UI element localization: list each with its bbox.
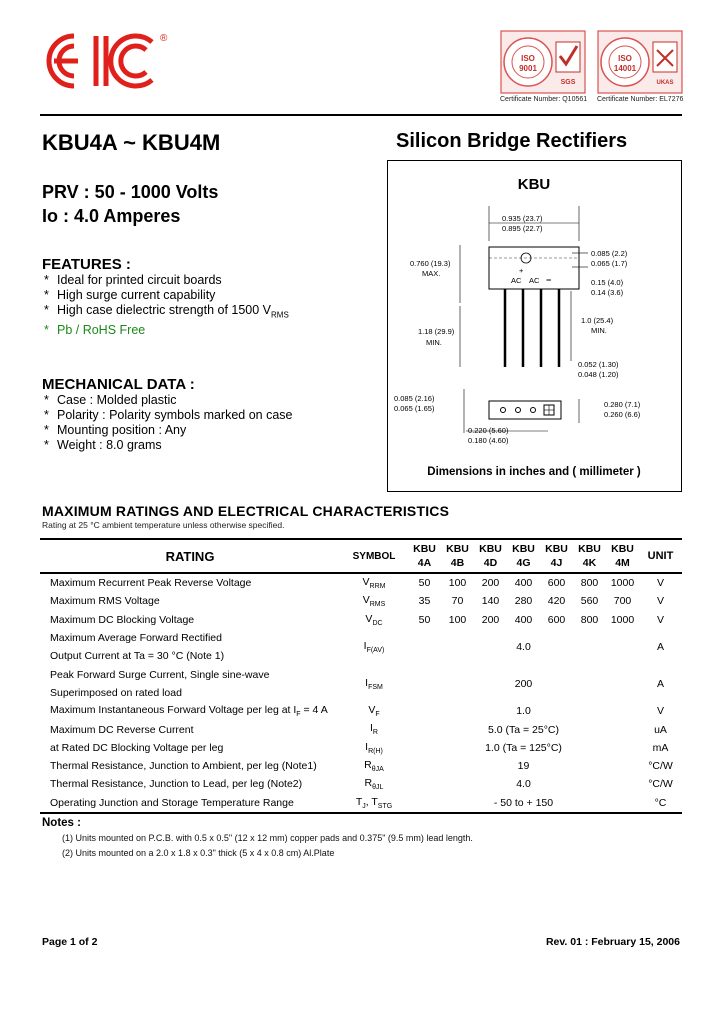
dim-q2: 0.180 (4.60) — [468, 436, 509, 445]
dim-t2: 0.065 (1.7) — [591, 259, 628, 268]
col-symbol: SYMBOL — [340, 539, 408, 573]
eic-logo — [44, 28, 174, 94]
dim-r2: 0.260 (6.6) — [604, 410, 641, 419]
dim-b1: 1.18 (29.9) — [418, 327, 455, 336]
dim-q1: 0.220 (5.60) — [468, 426, 509, 435]
table-row: Peak Forward Surge Current, Single sine-wave $I_{FSM}$ 200 A — [50, 668, 664, 691]
table-row: Maximum RMS Voltage $V_{RMS}$ 35 70 140 280 420 560 700 V — [50, 594, 664, 609]
table-row: Maximum Average Forward Rectified $I_{F(AV)}$ 4.0 A — [50, 632, 664, 655]
dim-w1: 0.935 (23.7) — [502, 214, 543, 223]
col-unit: UNIT — [639, 539, 682, 573]
list-item: * Mounting position : Any — [44, 423, 187, 437]
iso9001-badge — [500, 30, 586, 94]
pin-ac2: AC — [529, 276, 540, 285]
svg-text:ISO: ISO — [618, 54, 632, 63]
table-row: Maximum DC Reverse Current $I_R$ 5.0 (Ta = 25°C) uA — [50, 722, 667, 737]
pin-plus: + — [519, 266, 524, 275]
col-device: KBU 4K — [573, 539, 606, 573]
prv-spec: PRV : 50 - 1000 Volts — [42, 182, 219, 202]
dim-p1: 0.052 (1.30) — [578, 360, 619, 369]
dimensions-caption: Dimensions in inches and ( millimeter ) — [427, 466, 641, 478]
dim-t1: 0.085 (2.2) — [591, 249, 628, 258]
mechanical-list — [44, 393, 293, 453]
col-device: KBU 4M — [606, 539, 639, 573]
table-row: Maximum DC Blocking Voltage $V_{DC}$ 50 100 200 400 600 800 1000 V — [50, 612, 664, 627]
dim-h1: 0.760 (19.3) — [410, 259, 451, 268]
pin-ac1: AC — [511, 276, 522, 285]
list-item: * High case dielectric strength of 1500 $V_{RMS}$ — [44, 303, 289, 320]
table-row: Thermal Resistance, Junction to Ambient, per leg (Note1) $R_{\theta JA}$ 19 °C/W — [50, 759, 673, 774]
dim-hmax: MAX. — [422, 269, 441, 278]
list-item: * High surge current capability — [44, 288, 216, 302]
package-drawing-box — [387, 160, 682, 492]
header-rule — [40, 114, 682, 116]
pin-minus: − — [546, 275, 552, 285]
ratings-title: MAXIMUM RATINGS AND ELECTRICAL CHARACTERISTICS — [42, 503, 450, 519]
svg-text:14001: 14001 — [613, 64, 637, 73]
io-spec: Io : 4.0 Amperes — [42, 206, 181, 226]
revision-date: Rev. 01 : February 15, 2006 — [545, 936, 680, 948]
cert1-caption: Certificate Number: Q10561 — [500, 96, 588, 103]
features-list — [44, 273, 289, 338]
dim-lmin: MIN. — [591, 326, 607, 335]
svg-text:SGS: SGS — [560, 79, 576, 86]
col-device: KBU 4D — [474, 539, 507, 573]
ratings-subtitle: Rating at 25 °C ambient temperature unless otherwise specified. — [42, 520, 285, 530]
svg-text:ISO: ISO — [521, 54, 535, 63]
col-device: KBU 4A — [408, 539, 441, 573]
list-item: * Polarity : Polarity symbols marked on case — [44, 408, 293, 422]
table-row: Output Current at Ta = 30 °C (Note 1) — [50, 650, 225, 663]
col-device: KBU 4G — [507, 539, 540, 573]
list-item: * Ideal for printed circuit boards — [44, 273, 222, 287]
dim-l1: 1.0 (25.4) — [581, 316, 614, 325]
table-row: at Rated DC Blocking Voltage per leg $I_{R(H)}$ 1.0 (Ta = 125°C) mA — [50, 740, 669, 755]
table-row: Superimposed on rated load — [50, 686, 182, 699]
svg-text:UKAS: UKAS — [656, 80, 674, 86]
iso14001-badge — [597, 30, 683, 94]
part-range-title: KBU4A ~ KBU4M — [42, 130, 221, 155]
category-title: Silicon Bridge Rectifiers — [396, 130, 628, 152]
dim-bmin: MIN. — [426, 338, 442, 347]
dim-s1: 0.085 (2.16) — [394, 394, 435, 403]
table-row: Thermal Resistance, Junction to Lead, per leg (Note2) $R_{\theta JL}$ 4.0 °C/W — [50, 777, 673, 792]
package-name: KBU — [517, 176, 551, 193]
dim-s2: 0.065 (1.65) — [394, 404, 435, 413]
dim-r1: 0.280 (7.1) — [604, 400, 641, 409]
note-1: (1) Units mounted on P.C.B. with 0.5 x 0.5" (12 x 12 mm) copper pads and 0.375" (9.5 mm) lead length. — [62, 833, 473, 843]
col-device: KBU 4B — [441, 539, 474, 573]
cert2-caption: Certificate Number: EL7276 — [597, 96, 684, 103]
table-row: Maximum Recurrent Peak Reverse Voltage $V_{RRM}$ 50 100 200 400 600 800 1000 V — [50, 576, 664, 591]
dim-t3: 0.15 (4.0) — [591, 278, 624, 287]
table-row: Maximum Instantaneous Forward Voltage per leg at $I_F = 4$ A $V_F$ 1.0 V — [50, 704, 664, 719]
col-device: KBU 4J — [540, 539, 573, 573]
dim-p2: 0.048 (1.20) — [578, 370, 619, 379]
ratings-table — [40, 538, 682, 814]
dim-t4: 0.14 (3.6) — [591, 288, 624, 297]
features-heading: FEATURES : — [42, 256, 131, 273]
page-number: Page 1 of 2 — [42, 936, 98, 948]
mechanical-heading: MECHANICAL DATA : — [42, 376, 195, 393]
list-item: * Weight : 8.0 grams — [44, 438, 162, 452]
dim-w2: 0.895 (22.7) — [502, 224, 543, 233]
list-item: * Pb / RoHS Free — [44, 322, 146, 337]
col-rating: RATING — [40, 539, 340, 573]
svg-text:®: ® — [160, 33, 168, 44]
note-2: (2) Units mounted on a 2.0 x 1.8 x 0.3" thick (5 x 4 x 0.8 cm) Al.Plate — [62, 848, 335, 858]
svg-text:9001: 9001 — [519, 64, 537, 73]
list-item: * Case : Molded plastic — [44, 393, 177, 407]
notes-heading: Notes : — [42, 817, 81, 829]
table-row: Operating Junction and Storage Temperature Range $T_J$, $T_{STG}$ - 50 to + 150 °C — [40, 794, 682, 813]
